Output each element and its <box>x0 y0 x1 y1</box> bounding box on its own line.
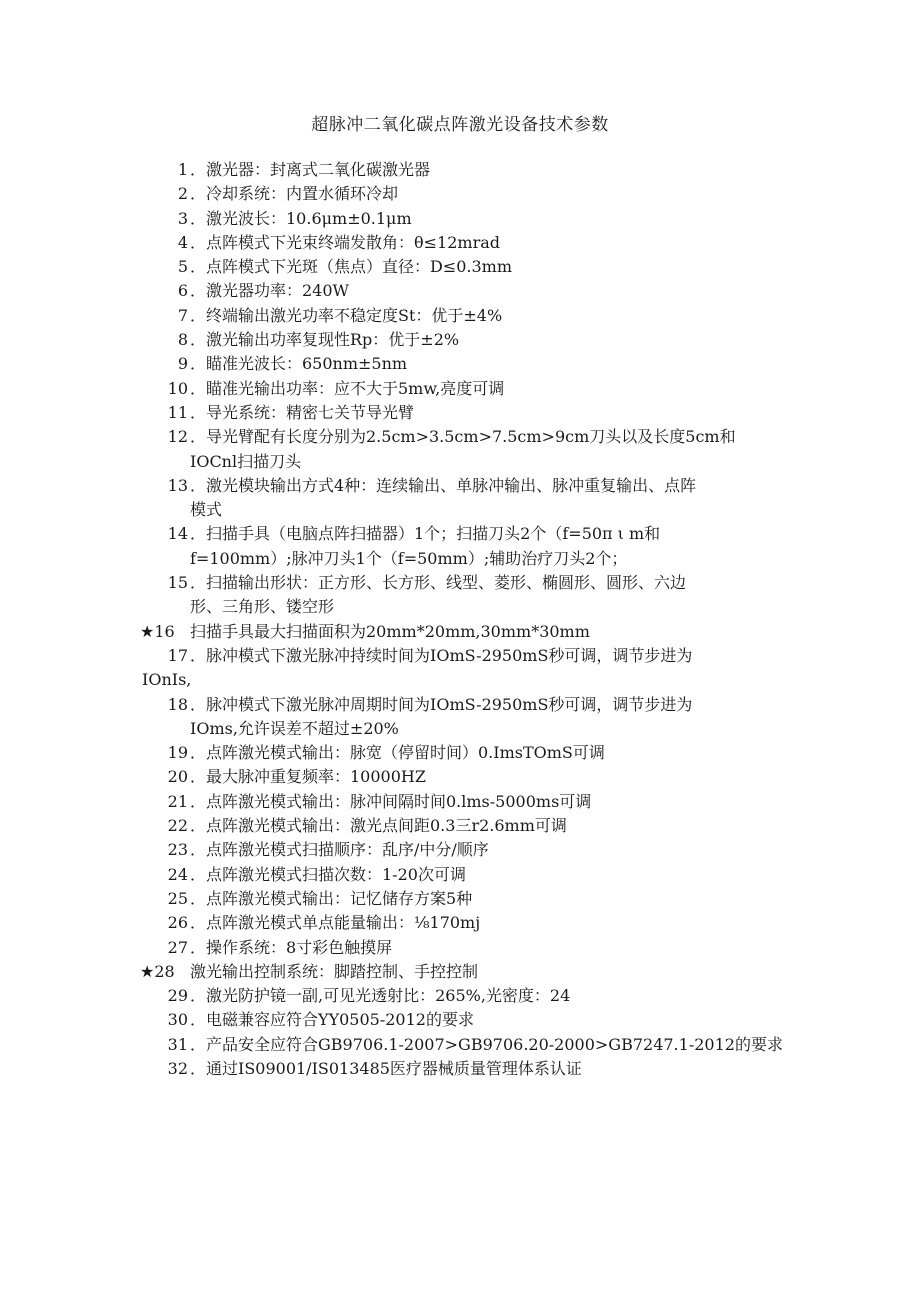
spec-item-number: 29 <box>167 986 188 1006</box>
spec-item-line: ．导光臂配有长度分别为2.5cm>3.5cm>7.5cm>9cm刀头以及长度5cm和 <box>190 427 736 447</box>
spec-item-number: 32 <box>167 1058 188 1078</box>
spec-item-line: ．激光输出功率复现性Rp：优于±2% <box>190 330 460 350</box>
spec-item-text <box>190 425 800 474</box>
spec-item-line: ．激光器：封离式二氧化碳激光器 <box>190 160 431 179</box>
spec-item-number: 31 <box>167 1034 188 1054</box>
spec-item <box>140 231 800 255</box>
spec-item-number: 12 <box>167 427 188 447</box>
spec-item-line: ．电磁兼容应符合YY0505-2012的要求 <box>190 1010 474 1030</box>
spec-item-number: 26 <box>167 913 188 933</box>
spec-item <box>140 620 800 644</box>
spec-item-text <box>190 814 800 838</box>
spec-item-text <box>190 377 800 401</box>
spec-item-line: 激光输出控制系统：脚踏控制、手控控制 <box>190 961 479 981</box>
spec-item-number: 15 <box>167 573 188 593</box>
spec-item-line: ．点阵激光模式输出：脉冲间隔时间0.lms-5000ms可调 <box>190 791 592 811</box>
spec-item-text <box>190 1033 800 1057</box>
spec-item-number: 7 <box>177 305 188 325</box>
spec-item <box>140 765 800 789</box>
spec-item-number: 17 <box>167 645 188 665</box>
spec-item-number: 2 <box>177 184 188 204</box>
spec-item <box>140 911 800 935</box>
spec-item-number: 27 <box>167 937 188 957</box>
spec-item-number: 23 <box>167 840 188 860</box>
spec-item-number: 9 <box>177 354 188 374</box>
spec-item-text <box>190 207 800 231</box>
spec-item-number: 6 <box>177 281 188 301</box>
spec-item-line: ．点阵模式下光束终端发散角：θ≤12mrad <box>190 232 501 252</box>
spec-item <box>140 838 800 862</box>
spec-item <box>140 863 800 887</box>
spec-item-line: ．激光器功率：240W <box>190 281 349 301</box>
spec-item-number: 20 <box>167 767 188 787</box>
spec-item-line: ．激光模块输出方式4种：连续输出、单脉冲输出、脉冲重复输出、点阵 <box>190 475 697 495</box>
spec-item-number: 11 <box>167 402 188 422</box>
spec-item-text <box>190 571 800 620</box>
spec-item-number: 1 <box>177 160 188 179</box>
spec-item <box>140 425 800 474</box>
spec-item-number: 24 <box>167 864 188 884</box>
spec-item <box>140 693 800 742</box>
spec-item-continuation: f=100mm）;脉冲刀头1个（f=50mm）;辅助治疗刀头2个； <box>190 548 628 568</box>
spec-item-line: ．终端输出激光功率不稳定度St：优于±4% <box>190 305 503 325</box>
spec-item <box>140 328 800 352</box>
spec-item-line: ．瞄准光波长：650nm±5nm <box>190 354 408 374</box>
spec-list <box>140 158 800 1081</box>
spec-item-line: ．点阵激光模式扫描次数：1-20次可调 <box>190 864 466 884</box>
spec-item-text <box>190 304 800 328</box>
spec-item-text <box>190 255 800 279</box>
spec-item-line: 扫描手具最大扫描面积为20mm*20mm,30mm*30mm <box>190 621 590 641</box>
spec-item-number: 4 <box>177 232 188 252</box>
spec-item-line: ．最大脉冲重复频率：10000HZ <box>190 767 426 787</box>
spec-item-continuation: IOCnl扫描刀头 <box>190 451 302 471</box>
spec-item <box>140 1008 800 1032</box>
spec-item-line: ．产品安全应符合GB9706.1-2007>GB9706.20-2000>GB7247.1-2012的要求 <box>190 1034 783 1054</box>
spec-item <box>140 304 800 328</box>
spec-item-number: ★16 <box>140 621 175 641</box>
spec-item-text <box>190 620 800 644</box>
spec-item-text <box>190 1008 800 1032</box>
spec-item-line: ．操作系统：8寸彩色触摸屏 <box>190 937 393 957</box>
spec-item-number: 13 <box>167 475 188 495</box>
spec-item-text <box>190 863 800 887</box>
spec-item <box>140 352 800 376</box>
spec-item <box>140 182 800 206</box>
spec-item-line: ．脉冲模式下激光脉冲周期时间为IOmS-2950mS秒可调，调节步进为 <box>190 694 693 714</box>
spec-item <box>140 279 800 303</box>
spec-item-text <box>190 231 800 255</box>
spec-item-text <box>190 401 800 425</box>
spec-item <box>140 790 800 814</box>
spec-item-number: 25 <box>167 888 188 908</box>
spec-item <box>140 1057 800 1081</box>
spec-item-text <box>190 790 800 814</box>
spec-item-line: ．激光防护镜一副,可见光透射比：265%,光密度：24 <box>190 986 571 1006</box>
spec-item-text <box>190 693 800 742</box>
spec-item-number: 18 <box>167 694 188 714</box>
spec-item-text <box>190 158 800 182</box>
spec-item-continuation: IOms,允许误差不超过±20% <box>190 718 399 738</box>
spec-item <box>140 255 800 279</box>
spec-item <box>140 401 800 425</box>
spec-item <box>140 1033 800 1057</box>
spec-item <box>140 984 800 1008</box>
spec-item-number: ★28 <box>140 961 175 981</box>
spec-item-number: 10 <box>167 378 188 398</box>
spec-item-text <box>190 838 800 862</box>
spec-item-line: ．瞄准光输出功率：应不大于5mw,亮度可调 <box>190 378 505 398</box>
spec-item-text <box>190 936 800 960</box>
spec-item-number: 22 <box>167 816 188 836</box>
spec-item-text <box>190 279 800 303</box>
spec-item <box>140 741 800 765</box>
spec-item-number: 21 <box>167 791 188 811</box>
spec-item <box>140 571 800 620</box>
spec-item-continuation: IOnIs, <box>142 670 192 690</box>
spec-item-line: ．激光波长：10.6μm±0.1μm <box>190 208 412 228</box>
spec-item-line: ．脉冲模式下激光脉冲持续时间为IOmS-2950mS秒可调，调节步进为 <box>190 645 693 665</box>
spec-item-line: ．点阵模式下光斑（焦点）直径：D≤0.3mm <box>190 257 513 277</box>
spec-item <box>140 377 800 401</box>
spec-item-number: 8 <box>177 330 188 350</box>
spec-item <box>140 207 800 231</box>
spec-item <box>140 644 800 693</box>
spec-item-text <box>190 960 800 984</box>
spec-item-line: ．点阵激光模式输出：脉宽（停留时间）0.ImsTOmS可调 <box>190 743 605 763</box>
spec-item-line: ．点阵激光模式输出：记忆储存方案5种 <box>190 888 473 908</box>
spec-item-text <box>190 328 800 352</box>
spec-item-text <box>190 911 800 935</box>
spec-item-text <box>190 741 800 765</box>
spec-item-line: ．点阵激光模式单点能量输出：⅛170mj <box>190 913 481 933</box>
spec-item <box>140 474 800 523</box>
spec-item-number: 3 <box>177 208 188 228</box>
spec-item-text <box>190 765 800 789</box>
spec-item-text <box>190 522 800 571</box>
spec-item-line: ．导光系统：精密七关节导光臂 <box>190 402 415 422</box>
spec-item-line: ．扫描手具（电脑点阵扫描器）1个；扫描刀头2个（f=50π ι m和 <box>190 524 661 544</box>
spec-item-text <box>190 984 800 1008</box>
spec-item <box>140 887 800 911</box>
spec-item-line: ．扫描输出形状：正方形、长方形、线型、菱形、椭圆形、圆形、六边 <box>190 573 687 593</box>
spec-item-text <box>190 352 800 376</box>
spec-item <box>140 960 800 984</box>
spec-item-continuation: 模式 <box>190 500 223 520</box>
spec-item-line: ．点阵激光模式扫描顺序：乱序/中分/顺序 <box>190 840 489 860</box>
spec-item-text <box>190 1057 800 1081</box>
spec-item <box>140 158 800 182</box>
spec-item-text <box>190 182 800 206</box>
spec-item-line: ．冷却系统：内置水循环冷却 <box>190 184 399 204</box>
document-title: 超脉冲二氧化碳点阵激光设备技术参数 <box>311 115 609 135</box>
spec-item-text <box>190 474 800 523</box>
spec-item-number: 19 <box>167 743 188 763</box>
spec-item-continuation: 形、三角形、镂空形 <box>190 597 335 617</box>
spec-item <box>140 936 800 960</box>
spec-item-text <box>190 887 800 911</box>
spec-item-line: ．通过IS09001/IS013485医疗器械质量管理体系认证 <box>190 1058 582 1078</box>
spec-item-line: ．点阵激光模式输出：激光点间距0.3三r2.6mm可调 <box>190 816 567 836</box>
spec-item-number: 5 <box>177 257 188 277</box>
spec-item-number: 30 <box>167 1010 188 1030</box>
spec-item-number: 14 <box>167 524 188 544</box>
spec-item <box>140 814 800 838</box>
spec-item <box>140 522 800 571</box>
